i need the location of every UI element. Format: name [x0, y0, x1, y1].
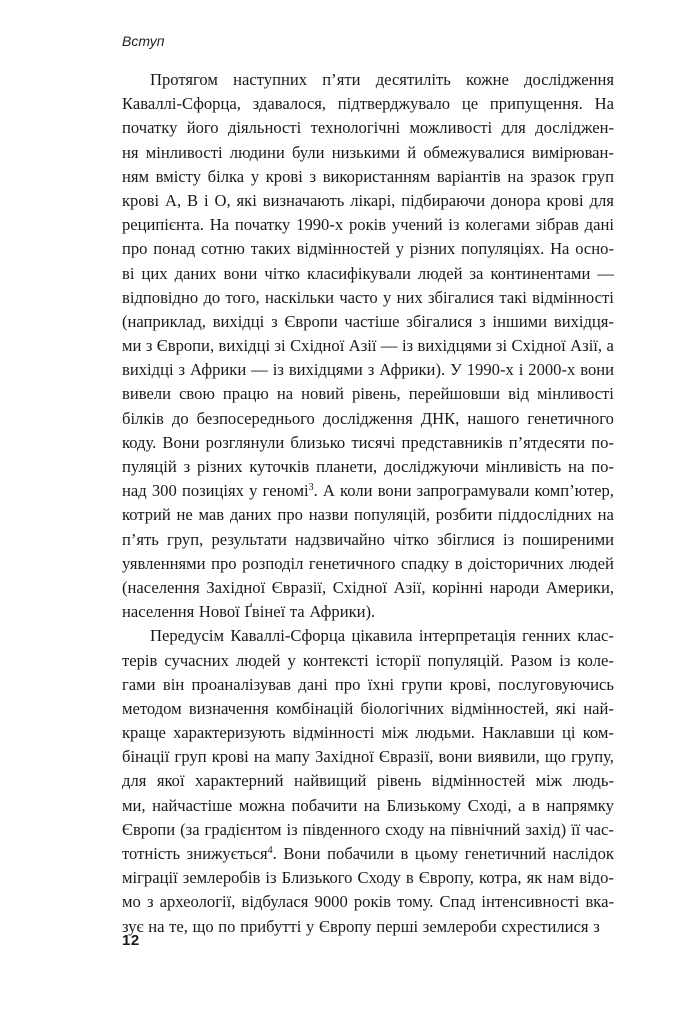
- text-line: зує на те, що по прибутті у Європу перші землероби схрестилися з: [122, 916, 600, 936]
- text-line: ві цих даних вони чітко класифікували людей за континентами —: [122, 263, 614, 283]
- text-line: гами він проаналізував дані про їхні групи крові, послуговуючись: [122, 674, 614, 694]
- text-line: реципієнта. На початку 1990-х років учений із колегами зібрав дані: [122, 215, 614, 235]
- paragraph: [122, 624, 614, 938]
- text-line: терів сучасних людей у контексті історії популяцій. Разом із коле-: [122, 650, 614, 670]
- text-line: про понад сотню таких відмінностей у різних популяціях. На осно-: [122, 239, 614, 259]
- text-line: коду. Вони розглянули близько тисячі представників п’ятдесяти по-: [122, 432, 614, 452]
- text-line: уявленнями про розподіл генетичного спадку в доісторичних людей: [122, 553, 614, 573]
- text-line: Каваллі-Сфорца, здавалося, підтверджувало це припущення. На: [122, 94, 614, 114]
- text-line: ми, найчастіше можна побачити на Близькому Сході, а в напрямку: [122, 795, 614, 815]
- text-line: краще характеризують відмінності між людьми. Наклавши ці ком-: [122, 723, 614, 743]
- text-line: тотність знижується$^4$. Вони побачили в цьому генетичний наслідок: [122, 844, 614, 863]
- text-line: населення Нової Ґвінеї та Африки).: [122, 602, 376, 622]
- text-line: (наприклад, вихідці з Європи частіше збігалися з іншими вихідця-: [122, 311, 614, 331]
- text-line: методом визначення комбінацій біологічних відмінностей, які най-: [122, 698, 614, 718]
- text-line: білків до безпосереднього дослідження ДНК, нашого генетичного: [122, 408, 614, 428]
- text-line: п’ять груп, результати надзвичайно чітко збіглися із поширеними: [122, 529, 614, 549]
- running-head: Вступ: [122, 33, 165, 49]
- text-line: над 300 позиціях у геномі$^3$. А коли вони запрограмували комп’ютер,: [122, 481, 614, 501]
- text-line: вихідці з Африки — із вихідцями з Африки). У 1990-х і 2000-х вони: [122, 360, 614, 380]
- text-line: бінації груп крові на мапу Західної Євразії, вони виявили, що групу,: [122, 747, 614, 767]
- text-line: початку його діяльності технологічні можливості для досліджен-: [122, 118, 614, 138]
- text-line: міграції землеробів із Близького Сходу в Європу, котра, як нам відо-: [122, 868, 614, 888]
- footnote-ref: 4: [267, 845, 273, 856]
- text-line: пуляцій з різних куточків планети, досліджуючи мінливість на по-: [122, 457, 614, 476]
- text-line: крові А, В і О, які визначають лікарі, підбираючи донора крові для: [122, 190, 614, 210]
- page-number: 12: [122, 932, 140, 949]
- text-line: мо з археології, відбулася 9000 років тому. Спад інтенсивності вка-: [122, 892, 614, 912]
- text-line: ня мінливості людини були низькими й обмежувалися вимірюван-: [122, 142, 614, 162]
- text-line: ням вмісту білка у крові з використанням варіантів на зразок груп: [122, 166, 614, 186]
- text-line: котрий не мав даних про назви популяцій, розбити піддослідних на: [122, 505, 614, 525]
- text-line: Протягом наступних п’яти десятиліть кожне дослідження: [150, 70, 614, 89]
- paragraph: [122, 68, 614, 624]
- text-line: Європи (за градієнтом із південного сходу на північний захід) її час-: [122, 819, 614, 839]
- footnote-ref: 3: [308, 482, 314, 494]
- text-line: відповідно до того, наскільки часто у них збігалися такі відмінності: [122, 287, 614, 307]
- text-line: ми з Європи, вихідці зі Східної Азії — із вихідцями зі Східної Азії, а: [122, 336, 614, 356]
- body-text: [122, 68, 614, 939]
- text-line: вивели свою працю на новий рівень, перейшовши від мінливості: [122, 384, 614, 404]
- text-line: Передусім Каваллі-Сфорца цікавила інтерпретація генних клас-: [150, 626, 614, 646]
- text-line: для якої характерний найвищий рівень відмінностей між людь-: [122, 771, 614, 791]
- text-line: (населення Західної Євразії, Східної Азії, корінні народи Америки,: [122, 577, 614, 597]
